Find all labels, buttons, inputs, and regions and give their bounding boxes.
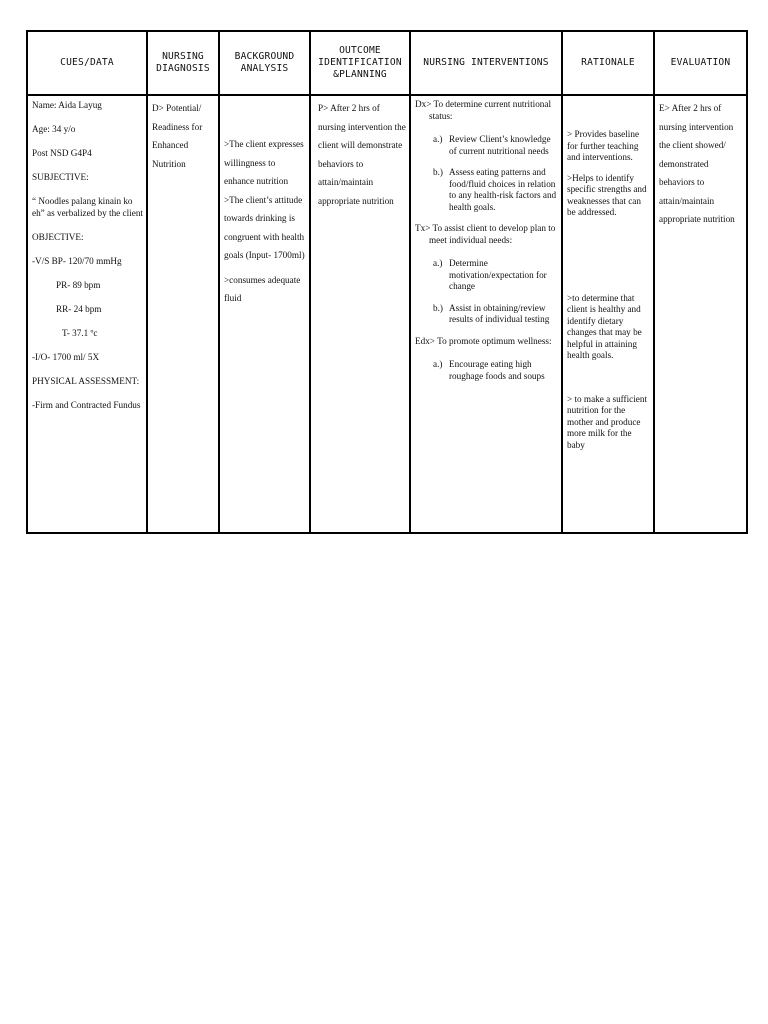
edx-list xyxy=(415,359,558,382)
tx-list xyxy=(415,258,558,326)
subjective-label: SUBJECTIVE: xyxy=(32,172,89,182)
background-cell xyxy=(219,95,310,533)
header-interventions: NURSING INTERVENTIONS xyxy=(410,31,562,95)
outcome-cell xyxy=(310,95,410,533)
header-rationale: RATIONALE xyxy=(562,31,654,95)
header-row xyxy=(27,31,747,95)
edx-heading: Edx> To promote optimum wellness: xyxy=(415,335,552,346)
list-item: a.) Encourage eating high roughage foods and soups xyxy=(433,359,545,381)
diagnosis-text: D> Potential/ Readiness for Enhanced Nutrition xyxy=(152,103,203,169)
interventions-cell xyxy=(410,95,562,533)
subjective-quote: “ Noodles palang kinain ko eh” as verbalized by the client xyxy=(32,196,143,218)
evaluation-cell xyxy=(654,95,747,533)
rationale-3: >to determine that client is healthy and identify dietary changes that may be helpful in attaining health goals. xyxy=(567,292,642,360)
rationale-2: >Helps to identify specific strengths and weaknesses that can be addressed. xyxy=(567,172,647,217)
vital-signs-bp: -V/S BP- 120/70 mmHg xyxy=(32,256,122,266)
vital-signs-rr: RR- 24 bpm xyxy=(56,304,102,314)
evaluation-text: E> After 2 hrs of nursing intervention the client showed/ demonstrated behaviors to attain/maintain appropriate nutrition xyxy=(659,103,735,224)
intake-output: -I/O- 1700 ml/ 5X xyxy=(32,352,100,362)
tx-heading: Tx> To assist client to develop plan to meet individual needs: xyxy=(415,223,556,245)
nursing-care-plan-table xyxy=(26,30,748,534)
background-item-3: >consumes adequate fluid xyxy=(224,274,301,303)
background-item-2: >The client’s attitude towards drinking is congruent with health goals (Input- 1700ml) xyxy=(224,194,305,260)
background-item-1: >The client expresses willingness to enhance nutrition xyxy=(224,139,304,186)
rationale-4: > to make a sufficient nutrition for the mother and produce more milk for the baby xyxy=(567,393,648,450)
outcome-text: P> After 2 hrs of nursing intervention the client will demonstrate behaviors to attain/maintain appropriate nutrition xyxy=(318,103,406,206)
header-background: BACKGROUND ANALYSIS xyxy=(219,31,310,95)
cues-cell xyxy=(27,95,147,533)
header-outcome: OUTCOME IDENTIFICATION &PLANNING xyxy=(310,31,410,95)
vital-signs-temp: T- 37.1 ºc xyxy=(62,328,98,338)
physical-assessment-label: PHYSICAL ASSESSMENT: xyxy=(32,376,140,386)
diagnosis-cell xyxy=(147,95,219,533)
physical-finding: -Firm and Contracted Fundus xyxy=(32,400,141,410)
patient-post: Post NSD G4P4 xyxy=(32,148,92,158)
list-item: b.) Assess eating patterns and food/fluid choices in relation to any health-risk factors and health goals. xyxy=(433,167,557,212)
care-plan-row xyxy=(27,95,747,533)
header-cues: CUES/DATA xyxy=(27,31,147,95)
list-item: b.) Assist in obtaining/review results of individual testing xyxy=(433,302,550,324)
list-item: a.) Determine motivation/expectation for change xyxy=(433,258,547,291)
rationale-cell xyxy=(562,95,654,533)
list-item: a.) Review Client’s knowledge of current nutritional needs xyxy=(433,134,551,156)
patient-age: Age: 34 y/o xyxy=(32,124,76,134)
header-diagnosis: NURSING DIAGNOSIS xyxy=(147,31,219,95)
objective-label: OBJECTIVE: xyxy=(32,232,84,242)
dx-list xyxy=(415,134,558,213)
rationale-1: > Provides baseline for further teaching and interventions. xyxy=(567,129,640,162)
vital-signs-pr: PR- 89 bpm xyxy=(56,280,101,290)
dx-heading: Dx> To determine current nutritional status: xyxy=(415,99,552,121)
header-evaluation: EVALUATION xyxy=(654,31,747,95)
patient-name: Name: Aida Layug xyxy=(32,100,102,110)
